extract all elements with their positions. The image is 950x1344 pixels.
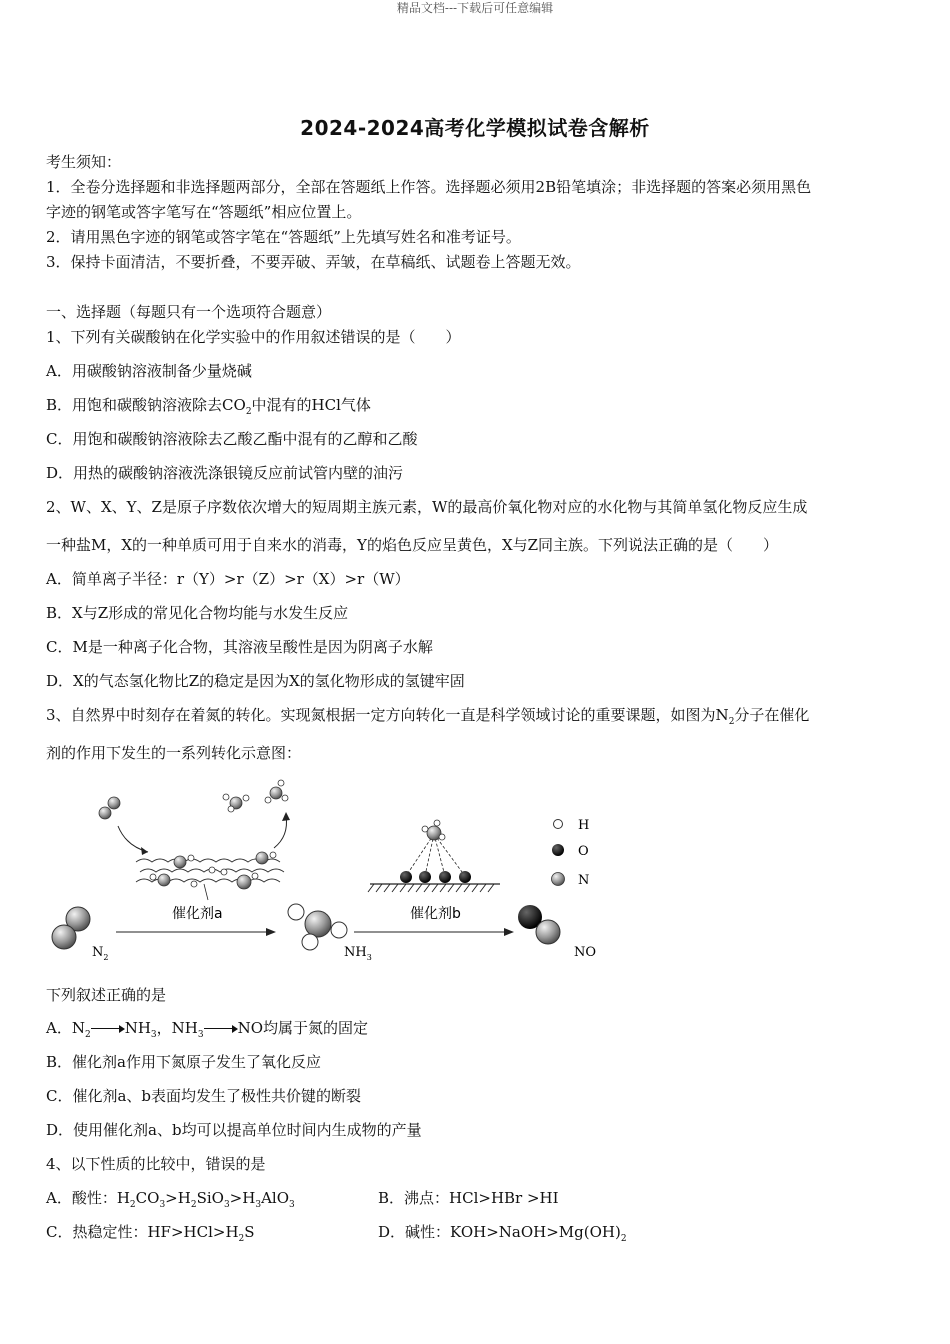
n2-molecule xyxy=(52,907,90,949)
q2-option-a: A．简单离子半径：r（Y）>r（Z）>r（X）>r（W） xyxy=(46,570,410,588)
notice-section xyxy=(46,150,906,275)
notice-line-2: 字迹的钢笔或答字笔写在“答题纸”相应位置上。 xyxy=(46,203,362,221)
q4-option-c: C．热稳定性：$HF>HCl>H_2S$ xyxy=(46,1223,255,1244)
outgoing-nh3-molecule-2 xyxy=(265,780,288,803)
nitrogen-conversion-diagram xyxy=(44,776,614,972)
notice-line-4: 3．保持卡面清洁，不要折叠，不要弄破、弄皱，在草稿纸、试题卷上答题无效。 xyxy=(46,253,581,271)
catalyst-a-label: 催化剂a xyxy=(172,906,223,922)
q4-option-d: D．碱性：$KOH>NaOH>Mg(OH)_2$ xyxy=(378,1223,627,1244)
reaction-arrow-icon xyxy=(204,1024,238,1034)
q2-option-b: B．X与Z形成的常见化合物均能与水发生反应 xyxy=(46,604,349,622)
legend-n: N xyxy=(578,873,590,888)
q2-stem-line-2: 一种盐M，X的一种单质可用于自来水的消毒，Y的焰色反应呈黄色，X与Z同主族。下列说法正确的是（ ） xyxy=(46,536,779,554)
incoming-arrowhead xyxy=(141,847,148,855)
legend-o: O xyxy=(578,844,589,859)
catalyst-b-surface xyxy=(368,820,500,892)
q1-option-c: C．用饱和碳酸钠溶液除去乙酸乙酯中混有的乙醇和乙酸 xyxy=(46,430,418,448)
q3-stem-pre: 3、自然界中时刻存在着氮的转化。实现氮根据一定方向转化一直是科学领域讨论的重要课题，如图为N xyxy=(46,706,729,724)
section-heading: 一、选择题（每题只有一个选项符合题意） xyxy=(46,303,332,321)
nh3-molecule xyxy=(288,904,347,950)
outgoing-arrow xyxy=(274,816,287,848)
page-header-note: 精品文档---下载后可任意编辑 xyxy=(396,1,554,15)
q2-option-d: D．X的气态氢化物比Z的稳定是因为X的氢化物形成的氢键牢固 xyxy=(46,672,465,690)
document-title: 2024-2024高考化学模拟试卷含解析 xyxy=(300,116,650,140)
legend-h: H xyxy=(578,818,590,833)
q1-option-b-post: 中混有的HCl气体 xyxy=(251,396,371,414)
outgoing-nh3-molecule-1 xyxy=(223,794,249,812)
q1-option-d: D．用热的碳酸钠溶液洗涤银镜反应前试管内壁的油污 xyxy=(46,464,404,482)
nh3-label: $NH_3$ xyxy=(344,945,372,962)
arrow-a-head xyxy=(266,928,276,936)
notice-line-1: 1．全卷分选择题和非选择题两部分，全部在答题纸上作答。选择题必须用2B铅笔填涂；非选择题的答案必须用黑色 xyxy=(46,178,812,196)
q1-option-b-sub: 2 xyxy=(245,407,252,417)
q1-option-a: A．用碳酸钠溶液制备少量烧碱 xyxy=(46,362,252,380)
catalyst-b-label: 催化剂b xyxy=(410,906,461,922)
q2-stem-line-1: 2、W、X、Y、Z是原子序数依次增大的短周期主族元素，W的最高价氧化物对应的水化物与其简单氢化物反应生成 xyxy=(46,498,808,516)
q1-option-b xyxy=(46,394,906,417)
surface-pointer xyxy=(204,884,208,900)
notice-heading: 考生须知： xyxy=(46,153,122,171)
q1-option-b-pre: B．用饱和碳酸钠溶液除去CO xyxy=(46,396,246,414)
diagram-legend xyxy=(552,818,590,888)
no-label: NO xyxy=(574,945,597,960)
q3-stem-post: 分子在催化 xyxy=(734,706,810,724)
reaction-arrow-icon xyxy=(91,1024,125,1034)
q2-option-c: C．M是一种离子化合物，其溶液呈酸性是因为阴离子水解 xyxy=(46,638,433,656)
q4-option-b: B．沸点：HCl>HBr >HI xyxy=(378,1189,559,1207)
notice-line-3: 2．请用黑色字迹的钢笔或答字笔在“答题纸”上先填写姓名和准考证号。 xyxy=(46,228,521,246)
q3-option-c: C．催化剂a、b表面均发生了极性共价键的断裂 xyxy=(46,1087,362,1105)
incoming-arrow xyxy=(118,826,148,852)
incoming-n2-molecule xyxy=(99,797,120,819)
q1-stem: 1、下列有关碳酸钠在化学实验中的作用叙述错误的是（ ） xyxy=(46,328,461,346)
q3-stem-line-2: 剂的作用下发生的一系列转化示意图： xyxy=(46,744,302,762)
q3-prompt: 下列叙述正确的是 xyxy=(46,986,167,1004)
q3-option-d: D．使用催化剂a、b均可以提高单位时间内生成物的产量 xyxy=(46,1121,422,1139)
arrow-b-head xyxy=(504,928,514,936)
no-molecule xyxy=(518,905,560,944)
n2-label: $N_2$ xyxy=(92,945,109,962)
q3-stem-sub: 2 xyxy=(728,717,735,727)
q4-option-a: A．酸性：$H_2CO_3>H_2SiO_3>H_3AlO_3$ xyxy=(46,1189,295,1210)
outgoing-arrowhead xyxy=(282,812,290,821)
q3-option-a: A．$N_2$ $NH_3$，$NH_3$ NO均属于氮的固定 xyxy=(46,1019,369,1040)
q3-stem-line-1 xyxy=(46,704,906,727)
q3-option-b: B．催化剂a作用下氮原子发生了氧化反应 xyxy=(46,1053,321,1071)
q4-stem: 4、以下性质的比较中，错误的是 xyxy=(46,1155,266,1173)
